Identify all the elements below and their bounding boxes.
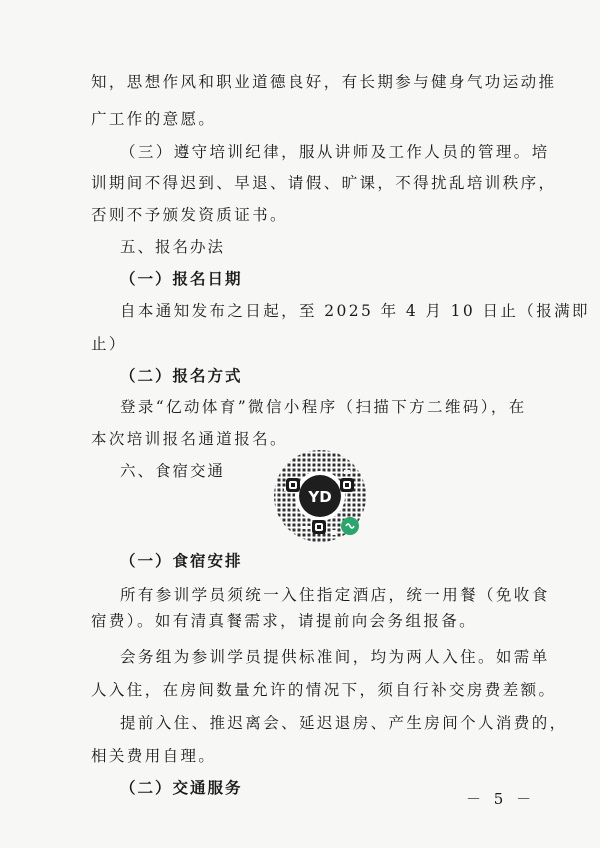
paragraph-line: 知，思想作风和职业道德良好，有长期参与健身气功运动推 [91,73,557,91]
paragraph-line: （三）遵守培训纪律，服从讲师及工作人员的管理。培 [120,143,550,161]
mini-program-qr-icon[interactable] [272,448,368,544]
section-heading: 六、食宿交通 [120,462,226,480]
paragraph-line: 止） [91,335,127,353]
paragraph-line: 提前入住、推迟离会、延迟退房、产生房间个人消费的， [120,714,568,732]
subsection-heading: （二）报名方式 [120,367,243,385]
paragraph-line: 人入住，在房间数量允许的情况下，须自行补交房费差额。 [91,681,557,699]
page-number: － 5 － [466,790,536,808]
paragraph-line: 所有参训学员须统一入住指定酒店，统一用餐（免收食 [120,586,550,604]
subsection-heading: （二）交通服务 [120,779,243,797]
paragraph-line: 登录“亿动体育”微信小程序（扫描下方二维码），在 [120,398,527,416]
subsection-heading: （一）食宿安排 [120,552,243,570]
paragraph-line: 自本通知发布之日起，至 2025 年 4 月 10 日止（报满即 [120,302,590,320]
svg-text:YD: YD [308,488,332,506]
paragraph-line: 会务组为参训学员提供标准间，均为两人入住。如需单 [120,648,550,666]
paragraph-line: 宿费）。如有清真餐需求，请提前向会务组报备。 [91,612,478,630]
paragraph-line: 训期间不得迟到、早退、请假、旷课，不得扰乱培训秩序， [91,174,557,192]
section-heading: 五、报名办法 [120,238,226,256]
paragraph-line: 广工作的意愿。 [91,110,217,128]
paragraph-line: 本次培训报名通道报名。 [91,430,288,448]
paragraph-line: 否则不予颁发资质证书。 [91,206,288,224]
subsection-heading: （一）报名日期 [120,270,243,288]
paragraph-line: 相关费用自理。 [91,747,217,765]
